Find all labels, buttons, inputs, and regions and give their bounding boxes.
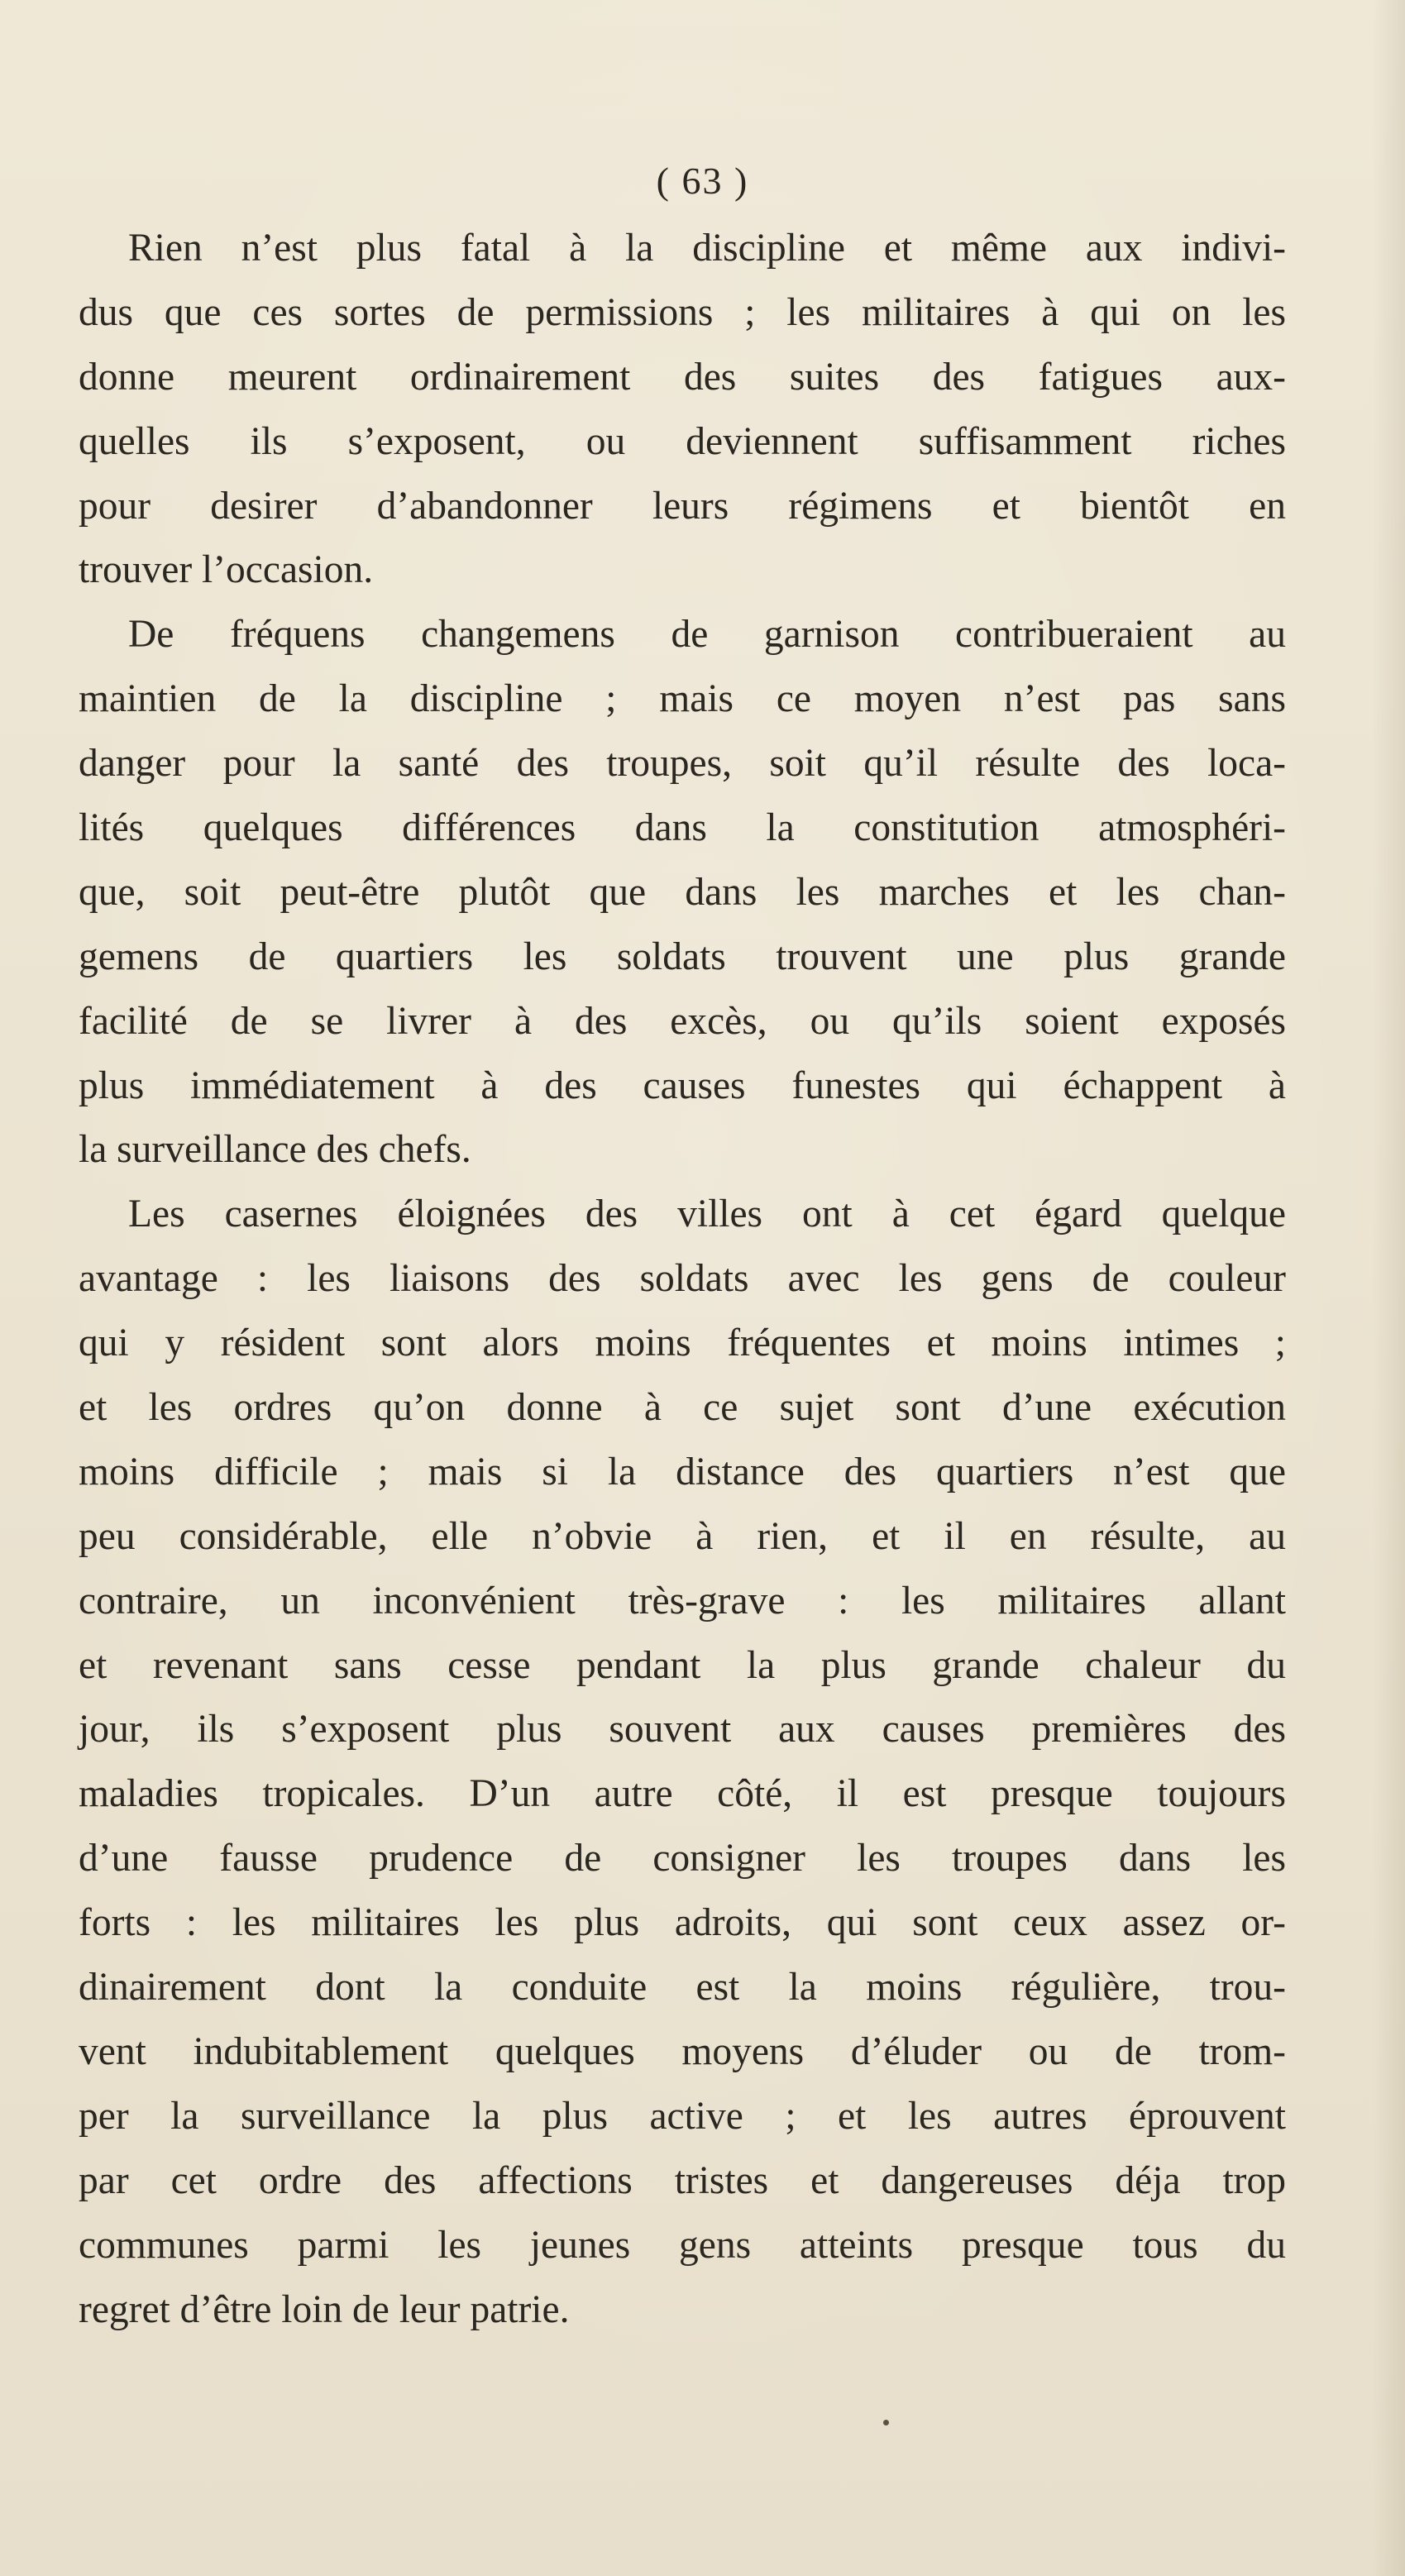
- text-line: et revenant sans cesse pendant la plus grande chaleur du: [79, 1643, 1286, 1687]
- text-line: danger pour la santé des troupes, soit qu’il résulte des loca-: [79, 742, 1286, 786]
- text-line: par cet ordre des affections tristes et dangereuses déja trop: [79, 2158, 1286, 2202]
- page-number: ( 63 ): [656, 160, 749, 202]
- text-line: la surveillance des chefs.: [79, 1128, 471, 1172]
- text-line: De fréquens changemens de garnison contribueraient au: [128, 613, 1286, 657]
- text-line: jour, ils s’exposent plus souvent aux causes premières des: [79, 1708, 1286, 1752]
- text-line: d’une fausse prudence de consigner les troupes dans les: [79, 1837, 1286, 1881]
- text-line: per la surveillance la plus active ; et les autres éprouvent: [79, 2094, 1286, 2138]
- text-line: contraire, un inconvénient très-grave : les militaires allant: [79, 1579, 1286, 1623]
- text-line: gemens de quartiers les soldats trouvent une plus grande: [79, 934, 1286, 978]
- text-line: et les ordres qu’on donne à ce sujet sont d’une exécution: [79, 1386, 1286, 1430]
- text-line: maladies tropicales. D’un autre côté, il est presque toujours: [79, 1772, 1286, 1816]
- text-line: avantage : les liaisons des soldats avec les gens de couleur: [79, 1257, 1286, 1301]
- text-line: forts : les militaires les plus adroits, qui sont ceux assez or-: [79, 1901, 1286, 1945]
- text-line: Rien n’est plus fatal à la discipline et même aux indivi-: [128, 227, 1286, 270]
- text-line: facilité de se livrer à des excès, ou qu’ils soient exposés: [79, 999, 1286, 1043]
- text-line: vent indubitablement quelques moyens d’éluder ou de trom-: [79, 2029, 1286, 2073]
- body-text: [79, 217, 1286, 2342]
- text-line: plus immédiatement à des causes funestes qui échappent à: [79, 1063, 1286, 1107]
- ink-speck: [883, 2420, 889, 2425]
- text-line: quelles ils s’exposent, ou deviennent suffisamment riches: [79, 419, 1286, 463]
- text-line: qui y résident sont alors moins fréquentes et moins intimes ;: [79, 1321, 1286, 1365]
- text-line: Les casernes éloignées des villes ont à cet égard quelque: [128, 1192, 1286, 1236]
- text-line: pour desirer d’abandonner leurs régimens et bientôt en: [79, 484, 1286, 528]
- text-line: regret d’être loin de leur patrie.: [79, 2287, 570, 2331]
- text-line: lités quelques différences dans la constitution atmosphéri-: [79, 806, 1286, 850]
- text-line: dinairement dont la conduite est la moins régulière, trou-: [79, 1966, 1286, 2010]
- text-line: que, soit peut-être plutôt que dans les marches et les chan-: [79, 870, 1286, 914]
- text-line: moins difficile ; mais si la distance des quartiers n’est que: [79, 1450, 1286, 1494]
- text-line: trouver l’occasion.: [79, 548, 374, 592]
- page-edge-shadow: [1372, 0, 1405, 2576]
- text-line: peu considérable, elle n’obvie à rien, et il en résulte, au: [79, 1514, 1286, 1558]
- text-line: maintien de la discipline ; mais ce moyen n’est pas sans: [79, 677, 1286, 721]
- text-line: dus que ces sortes de permissions ; les militaires à qui on les: [79, 290, 1286, 334]
- text-line: communes parmi les jeunes gens atteints presque tous du: [79, 2223, 1286, 2267]
- text-line: donne meurent ordinairement des suites des fatigues aux-: [79, 355, 1286, 399]
